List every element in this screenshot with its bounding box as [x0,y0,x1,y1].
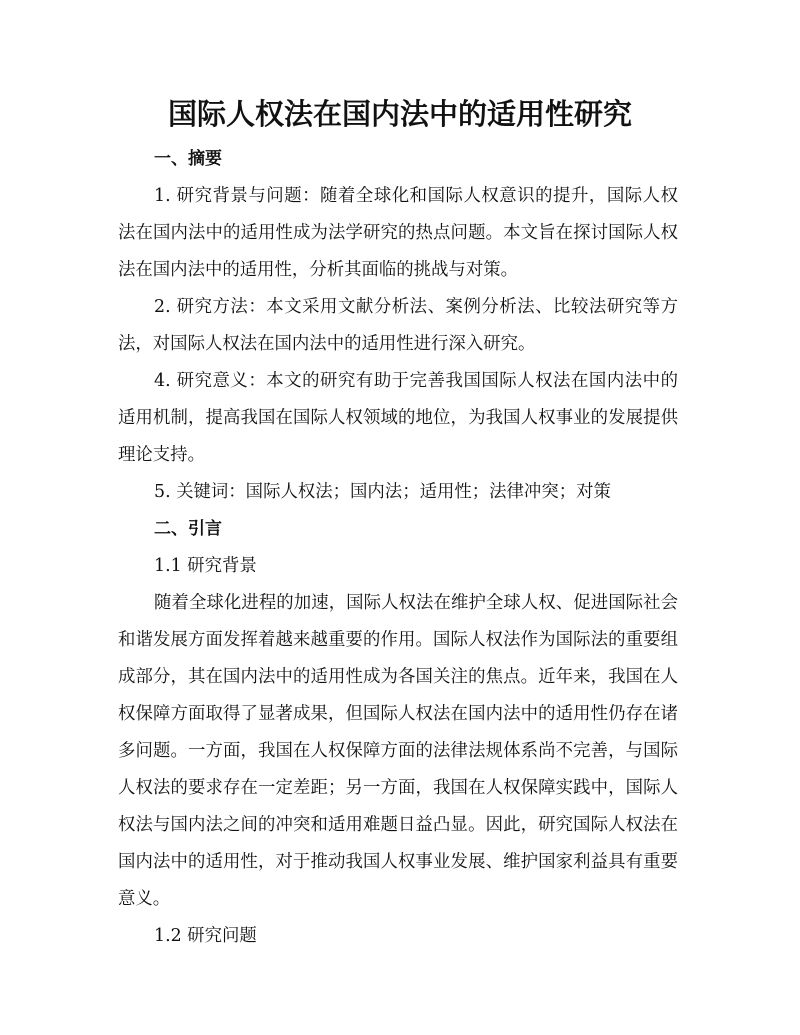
document-title: 国际人权法在国内法中的适用性研究 [167,97,632,131]
abstract-keywords: 5. 关键词：国际人权法；国内法；适用性；法律冲突；对策 [154,482,611,502]
abstract-paragraph-1: 1. 研究背景与问题：随着全球化和国际人权意识的提升，国际人权法在国内法中的适用性成为法学研究的热点问题。本文旨在探讨国际人权法在国内法中的适用性，分析其面临的挑战与对策。 [118,186,678,280]
subsection-1-2-heading: 1.2 研究问题 [154,926,257,946]
intro-paragraph: 随着全球化进程的加速，国际人权法在维护全球人权、促进国际社会和谐发展方面发挥着越来越重要的作用。国际人权法作为国际法的重要组成部分，其在国内法中的适用性成为各国关注的焦点。近年来，我国在人权保障方面取得了显著成果，但国际人权法在国内法中的适用性仍存在诸多问题。一方面，我国在人权保障方面的法律法规体系尚不完善，与国际人权法的要求存在一定差距；另一方面，我国在人权保障实践中，国际人权法与国内法之间的冲突和适用难题日益凸显。因此，研究国际人权法在国内法中的适用性，对于推动我国人权事业发展、维护国家利益具有重要意义。 [118,593,678,909]
intro-heading: 二、引言 [154,519,222,539]
abstract-heading: 一、摘要 [154,149,222,169]
abstract-paragraph-4: 4. 研究意义：本文的研究有助于完善我国国际人权法在国内法中的适用机制，提高我国在国际人权领域的地位，为我国人权事业的发展提供理论支持。 [118,371,678,465]
document-body [118,141,678,955]
abstract-paragraph-2: 2. 研究方法：本文采用文献分析法、案例分析法、比较法研究等方法，对国际人权法在国内法中的适用性进行深入研究。 [118,297,678,354]
subsection-1-1-heading: 1.1 研究背景 [154,556,257,576]
